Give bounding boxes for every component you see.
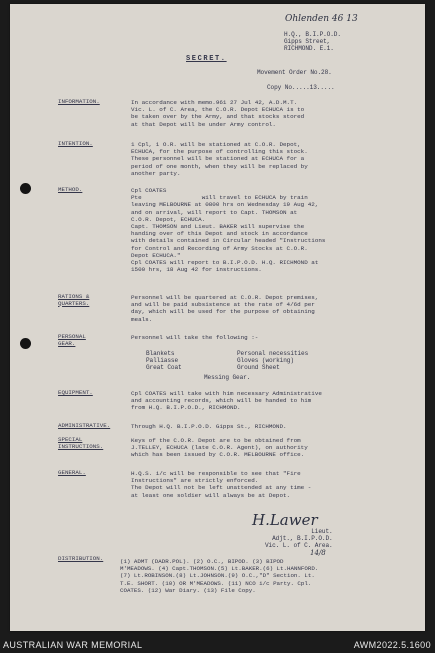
section-text-special-instructions: Keys of the C.O.R. Depot are to be obtained from J.TELLEY, ECHUCA (late C.O.R. Agent), on authority which has been issued by C.O.R. MELBOURNE office. [131,437,308,459]
document-page [10,4,425,631]
signature-scrawl: H.Lawer [252,511,318,529]
punch-hole [20,338,31,349]
gear-list-last-item: Messing Gear. [204,374,251,381]
section-label-method: METHOD. [58,186,83,193]
signature-date-note: 14/8 [310,549,326,557]
section-label-equipment: EQUIPMENT. [58,389,93,396]
section-text-equipment: Cpl COATES will take with him necessary Administrative and accounting records, which will be handed to him from H.Q. B.I.P.O.D., RICHMOND. [131,390,322,412]
section-label-information: INFORMATION. [58,98,100,105]
classification-heading: SECRET. [186,55,227,63]
footer-source: AUSTRALIAN WAR MEMORIAL [3,640,143,650]
distribution-list: (1) ADMT (DADR.POL). (2) O.C., BIPOD. (3) BIPOD M'MEADOWS. (4) Capt.THOMSON.(5) Lt.BAKER.(6) Lt.HANNFORD. (7) Lt.ROBINSON.(8) Lt.JOHNSON.(9) O.C.,"D" Section. Lt. T.E. SHORT. (10) OR M'MEADOWS. (11) NCO i/c Party. Cpl. COATES. (12) War Diary. (13) File Copy. [120,558,319,594]
section-text-intention: 1 Cpl, 1 O.R. will be stationed at C.O.R. Depot, ECHUCA, for the purpose of controlling this stock. These personnel will be stationed at ECHUCA for a period of one month, when they will be replaced by another party. [131,141,308,177]
section-text-general: H.Q.S. i/c will be responsible to see that "Fire Instructions" are strictly enforced. The Depot will not be left unattended at any time - at least one soldier will always be at Depot. [131,470,312,499]
gear-list-column-2: Personal necessities Gloves (working) Ground Sheet [237,350,309,372]
archive-footer [0,638,435,653]
footer-accession-number: AWM2022.5.1600 [353,640,431,650]
punch-hole [20,183,31,194]
section-text-personal-gear: Personnel will take the following :- [131,334,259,341]
section-label-intention: INTENTION. [58,140,93,147]
section-label-personal-gear: PERSONAL GEAR. [58,333,86,347]
section-label-administrative: ADMINISTRATIVE. [58,422,111,429]
section-text-method: Cpl COATES Pte will travel to ECHUCA by train leaving MELBOURNE at 0800 hrs on Wednesday 19 Aug 42, and on arrival, will report to Capt. THOMSON at C.O.R. Depot, ECHUCA. Capt. THOMSON and Lieut. BAKER will supervise the handing over of this Depot and stock in accordance with details contained in Circular headed "Instructions for Control and Recording of Army Stocks at C.O.R. Depot ECHUCA." Cpl COATES will report to B.I.P.O.D. H.Q. RICHMOND at 1500 hrs, 18 Aug 42 for instructions. [131,187,326,274]
section-label-general: GENERAL. [58,469,86,476]
copy-number: Copy No.....13..... [267,84,335,91]
section-text-administrative: Through H.Q. B.I.P.O.D. Gipps St., RICHMOND. [131,423,287,430]
order-title: Movement Order No.28. [257,69,332,76]
distribution-label: DISTRIBUTION. [58,555,104,562]
section-text-rations: Personnel will be quartered at C.O.R. Depot premises, and will be paid subsistence at the rate of 4/6d per day, which will be used for the purpose of obtaining meals. [131,294,319,323]
handwritten-reference: Ohlenden 46 13 [285,14,358,24]
signature-block: Lieut. Adjt., B.I.P.O.D. Vic. L. of C. Area. [265,528,333,550]
section-label-special-instructions: SPECIAL INSTRUCTIONS. [58,436,104,450]
section-text-information: In accordance with memo.961 27 Jul 42, A.D.M.T. Vic. L. of C. Area, the C.O.R. Depot ECHUCA is to be taken over by the Army, and that stocks stored at that Depot will be under Army control. [131,99,305,128]
address-block: H.Q., B.I.P.O.D. Gipps Street, RICHMOND. E.1. [284,31,341,53]
section-label-rations: RATIONS & QUARTERS. [58,293,90,307]
gear-list-column-1: Blankets Palliasse Great Coat [146,350,182,372]
